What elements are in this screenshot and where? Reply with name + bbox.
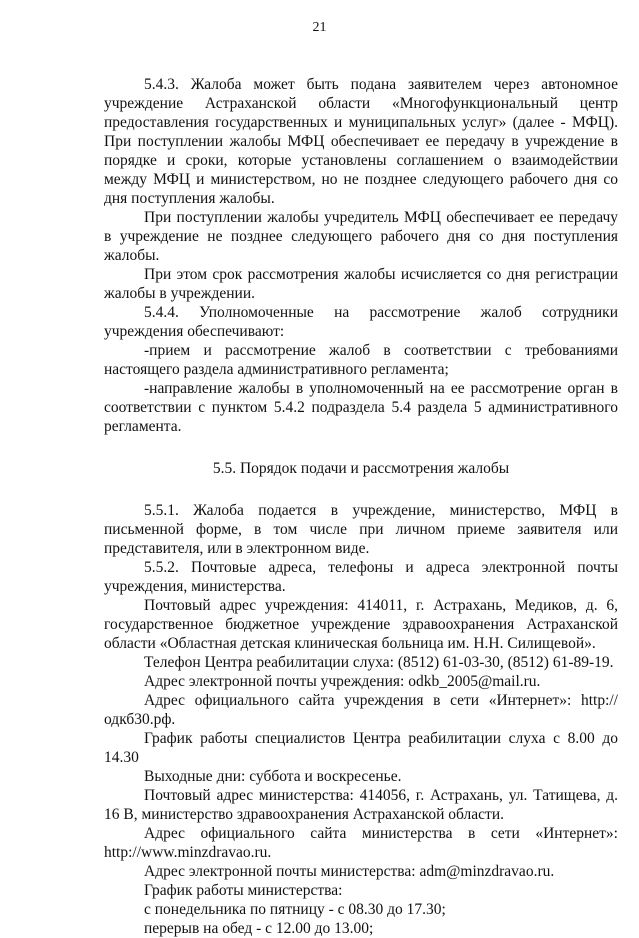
paragraph-ministry-email: Адрес электронной почты министерства: adm@minzdravao.ru. bbox=[144, 863, 555, 880]
paragraph-institution-site: Адрес официального сайта учреждения в сети «Интернет»: http://одкб30.рф. bbox=[104, 692, 618, 728]
paragraph-5-4-3: 5.4.3. Жалоба может быть подана заявителем через автономное учреждение Астраханской области «Многофункциональный центр предоставления государственных и муниципальных услуг» (далее - МФЦ). При поступлении жалобы МФЦ обеспечивает ее передачу в учреждение в порядке и сроки, которые установлены соглашением о взаимодействии между МФЦ и министерством, но не позднее следующего рабочего дня со дня поступления жалобы. bbox=[104, 76, 618, 207]
paragraph-5-5-2: 5.5.2. Почтовые адреса, телефоны и адреса электронной почты учреждения, министерства. bbox=[104, 559, 618, 595]
paragraph-ministry-address: Почтовый адрес министерства: 414056, г. Астрахань, ул. Татищева, д. 16 В, министерство здравоохранения Астраханской области. bbox=[104, 787, 618, 823]
paragraph-5-5-1: 5.5.1. Жалоба подается в учреждение, министерство, МФЦ в письменной форме, в том числе при личном приеме заявителя или представителя, или в электронном виде. bbox=[104, 502, 618, 557]
paragraph-lunch-break: перерыв на обед - с 12.00 до 13.00; bbox=[144, 920, 374, 937]
page-number: 21 bbox=[312, 20, 327, 35]
paragraph-institution-address: Почтовый адрес учреждения: 414011, г. Астрахань, Медиков, д. 6, государственное бюджетное учреждение здравоохранения Астраханской области «Областная детская клиническая больница им. Н.Н. Силищевой». bbox=[104, 597, 618, 652]
paragraph-mfc-founder: При поступлении жалобы учредитель МФЦ обеспечивает ее передачу в учреждение не позднее следующего рабочего дня со дня поступления жалобы. bbox=[104, 209, 618, 264]
paragraph-5-4-4: 5.4.4. Уполномоченные на рассмотрение жалоб сотрудники учреждения обеспечивают: bbox=[104, 304, 618, 340]
paragraph-duty-receive: -прием и рассмотрение жалоб в соответствии с требованиями настоящего раздела административного регламента; bbox=[104, 342, 618, 378]
paragraph-phone: Телефон Центра реабилитации слуха: (8512) 61-03-30, (8512) 61-89-19. bbox=[144, 654, 614, 671]
paragraph-ministry-site: Адрес официального сайта министерства в сети «Интернет»: http://www.minzdravao.ru. bbox=[104, 825, 618, 861]
paragraph-days-off: Выходные дни: суббота и воскресенье. bbox=[144, 768, 402, 785]
document-body bbox=[104, 75, 618, 938]
paragraph-duty-forward: -направление жалобы в уполномоченный на ее рассмотрение орган в соответствии с пунктом 5.4.2 подраздела 5.4 раздела 5 административного регламента. bbox=[104, 380, 618, 435]
paragraph-institution-email: Адрес электронной почты учреждения: odkb_2005@mail.ru. bbox=[144, 673, 541, 690]
paragraph-specialists-hours: График работы специалистов Центра реабилитации слуха с 8.00 до 14.30 bbox=[104, 730, 618, 766]
paragraph-review-term: При этом срок рассмотрения жалобы исчисляется со дня регистрации жалобы в учреждении. bbox=[104, 266, 618, 302]
paragraph-ministry-schedule: График работы министерства: bbox=[144, 882, 343, 899]
section-heading-5-5: 5.5. Порядок подачи и рассмотрения жалобы bbox=[212, 460, 510, 477]
paragraph-weekday-hours: с понедельника по пятницу - с 08.30 до 17.30; bbox=[144, 901, 446, 918]
